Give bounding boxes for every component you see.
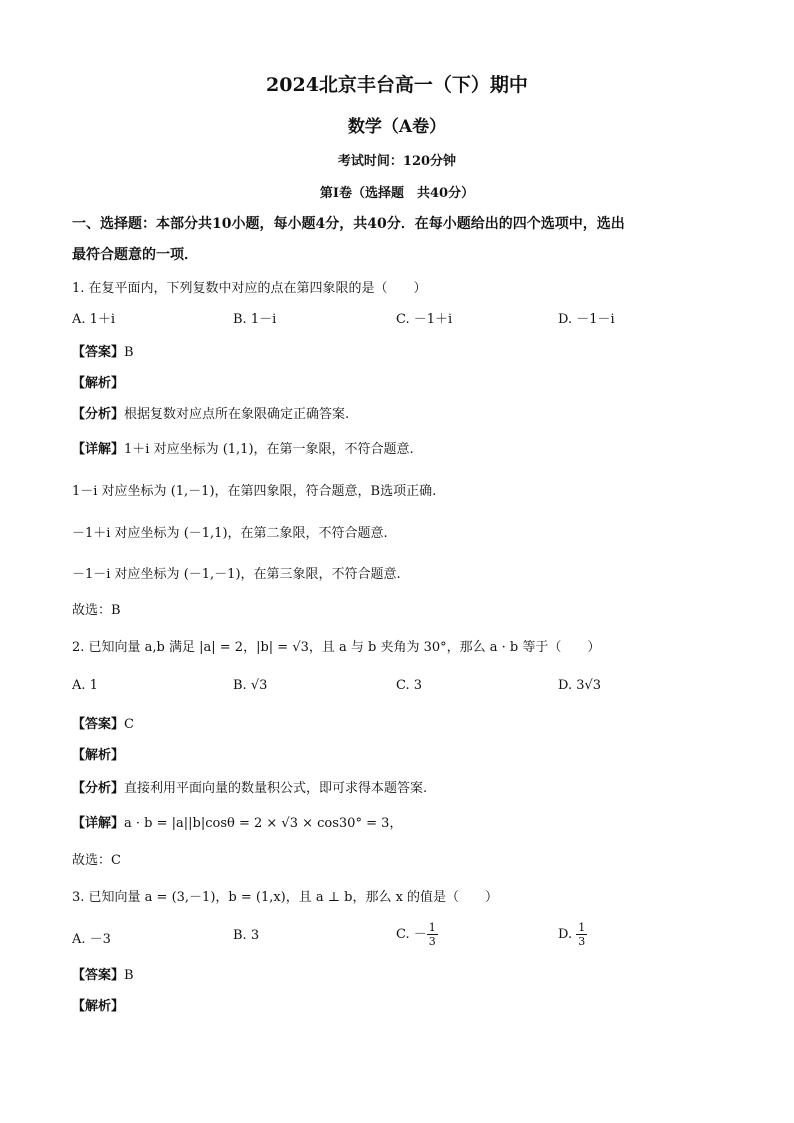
q1-answer-tag: 【答案】 bbox=[72, 345, 125, 360]
q3-option-c-denominator: 3 bbox=[428, 935, 436, 948]
q1-detail-line2: 1－i 对应坐标为 (1,－1)，在第四象限，符合题意，B选项正确. bbox=[72, 484, 437, 499]
q2-stem: 2. 已知向量 a,b 满足 |a| = 2，|b| = √3，且 a 与 b 夹角为 30°，那么 a · b 等于（ ） bbox=[72, 640, 601, 655]
q3-option-c-sign: － bbox=[413, 927, 427, 942]
q3-answer-tag: 【答案】 bbox=[72, 968, 125, 983]
q3-option-d bbox=[558, 921, 587, 948]
section-heading-line2: 最符合题意的一项． bbox=[72, 247, 198, 263]
q3-option-c-numerator: 1 bbox=[428, 921, 436, 934]
q1-stem: 1. 在复平面内，下列复数中对应的点在第四象限的是（ ） bbox=[72, 281, 427, 296]
q3-option-d-numerator: 1 bbox=[578, 921, 586, 934]
q3-option-c-fraction bbox=[427, 921, 438, 948]
q1-detail-line3: －1＋i 对应坐标为 (－1,1)，在第二象限，不符合题意. bbox=[72, 526, 388, 541]
q2-detail-text: a · b = |a||b|cosθ = 2 × √3 × cos30° = 3， bbox=[124, 816, 403, 831]
q3-option-c-label: C. bbox=[396, 927, 410, 942]
q2-option-a: A. 1 bbox=[72, 678, 98, 693]
q2-option-c: C. 3 bbox=[396, 678, 423, 693]
q1-option-c: C. －1＋i bbox=[396, 312, 453, 327]
q2-choose: 故选：C bbox=[72, 853, 121, 868]
exam-duration: 考试时间：120分钟 bbox=[337, 154, 457, 169]
q1-detail1: 1＋i 对应坐标为 (1,1)，在第一象限，不符合题意. bbox=[124, 442, 414, 457]
q1-detail-line4: －1－i 对应坐标为 (－1,－1)，在第三象限，不符合题意. bbox=[72, 567, 401, 582]
q3-answer bbox=[72, 964, 134, 983]
q1-fenxi bbox=[72, 403, 349, 422]
exam-part: 第Ⅰ卷（选择题 共40分） bbox=[319, 186, 475, 201]
q1-choose: 故选：B bbox=[72, 603, 121, 618]
q1-fenxi-text: 根据复数对应点所在象限确定正确答案. bbox=[124, 407, 350, 422]
q1-option-b: B. 1－i bbox=[233, 312, 277, 327]
section-heading-line1: 一、选择题：本部分共10小题，每小题4分，共40分．在每小题给出的四个选项中，选出 bbox=[72, 216, 625, 232]
q2-analysis-tag: 【解析】 bbox=[72, 748, 125, 763]
q2-option-d: D. 3√3 bbox=[558, 678, 602, 693]
q3-option-b: B. 3 bbox=[233, 928, 260, 943]
q2-detail-tag: 【详解】 bbox=[72, 816, 125, 831]
q3-answer-value: B bbox=[124, 968, 134, 983]
q2-option-b: B. √3 bbox=[233, 678, 268, 693]
q1-answer-value: B bbox=[124, 345, 134, 360]
q2-detail bbox=[72, 812, 402, 831]
q3-option-d-denominator: 3 bbox=[578, 935, 586, 948]
q3-stem: 3. 已知向量 a = (3,－1)，b = (1,x)，且 a ⊥ b，那么 x 的值是（ ） bbox=[72, 890, 499, 905]
q2-fenxi-text: 直接利用平面向量的数量积公式，即可求得本题答案. bbox=[124, 781, 428, 796]
q1-answer bbox=[72, 341, 134, 360]
q3-option-d-fraction bbox=[576, 921, 587, 948]
exam-title: 2024北京丰台高一（下）期中 bbox=[266, 74, 528, 96]
q2-answer-value: C bbox=[124, 717, 134, 732]
q2-fenxi-tag: 【分析】 bbox=[72, 781, 125, 796]
q1-detail-line1 bbox=[72, 438, 414, 457]
q3-analysis-tag: 【解析】 bbox=[72, 999, 125, 1014]
q1-option-a: A. 1＋i bbox=[72, 312, 116, 327]
q1-detail-tag: 【详解】 bbox=[72, 442, 125, 457]
q3-option-a: A. －3 bbox=[72, 932, 111, 947]
q1-analysis-tag: 【解析】 bbox=[72, 376, 125, 391]
q3-option-c bbox=[396, 921, 438, 948]
q2-fenxi bbox=[72, 777, 427, 796]
q1-option-d: D. －1－i bbox=[558, 312, 615, 327]
exam-subject: 数学（A卷） bbox=[347, 117, 447, 137]
q2-answer-tag: 【答案】 bbox=[72, 717, 125, 732]
q1-fenxi-tag: 【分析】 bbox=[72, 407, 125, 422]
q3-option-d-label: D. bbox=[558, 927, 573, 942]
q2-answer bbox=[72, 713, 134, 732]
